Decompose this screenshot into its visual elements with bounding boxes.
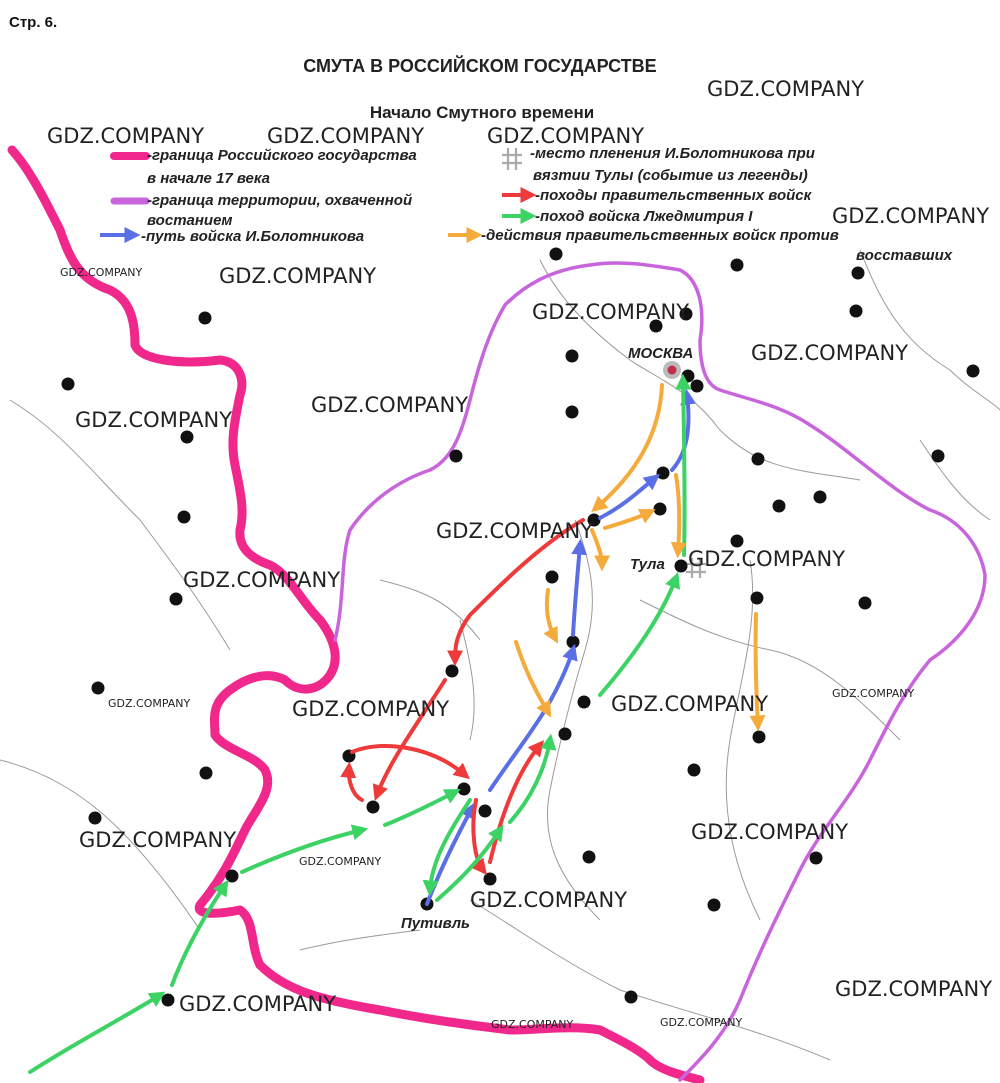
rivers — [0, 250, 1000, 1060]
bolotnikov-route — [427, 395, 688, 904]
watermark: GDZ.COMPANY — [470, 888, 628, 912]
false-dmitry-route — [30, 380, 685, 1072]
city-label-tula: Тула — [630, 556, 665, 573]
city-label-moscow: МОСКВА — [628, 345, 694, 362]
watermark: GDZ.COMPANY — [179, 992, 337, 1016]
watermark: GDZ.COMPANY — [707, 77, 865, 101]
watermark: GDZ.COMPANY — [611, 692, 769, 716]
watermark: GDZ.COMPANY — [832, 204, 990, 228]
watermark: GDZ.COMPANY — [487, 124, 645, 148]
watermark: GDZ.COMPANY — [299, 855, 382, 868]
legend-bolotnikov-label: -путь войска И.Болотникова — [141, 228, 365, 245]
watermark: GDZ.COMPANY — [219, 264, 377, 288]
watermark: GDZ.COMPANY — [688, 547, 846, 571]
legend-capture-label-2: вязтии Тулы (событие из легенды) — [533, 167, 808, 184]
legend-capture-swatch — [502, 148, 522, 170]
watermark: GDZ.COMPANY — [79, 828, 237, 852]
legend-gov-actions-label: -действия правительственных войск против — [481, 227, 839, 244]
watermark: GDZ.COMPANY — [108, 697, 191, 710]
watermark: GDZ.COMPANY — [660, 1016, 743, 1029]
moscow-marker — [663, 361, 681, 379]
map-subtitle: Начало Смутного времени — [369, 103, 595, 122]
russia-border — [12, 150, 700, 1080]
legend-uprising-border-label: -граница территории, охваченной — [147, 192, 413, 209]
legend-false-dmitry-label: -поход войска Лжедмитрия I — [535, 208, 753, 225]
legend — [100, 145, 953, 264]
watermark: GDZ.COMPANY — [691, 820, 849, 844]
legend-uprising-border-label-2: востанием — [147, 212, 233, 229]
legend-capture-label: -место пленения И.Болотникова при — [530, 145, 815, 162]
watermark: GDZ.COMPANY — [491, 1018, 574, 1031]
watermark: GDZ.COMPANY — [832, 687, 915, 700]
city-label-putivl: Путивль — [401, 915, 470, 932]
map-title: СМУТА В РОССИЙСКОМ ГОСУДАРСТВЕ — [303, 56, 657, 76]
legend-government-label: -походы правительственных войск — [535, 187, 812, 204]
watermark: GDZ.COMPANY — [75, 408, 233, 432]
legend-russia-border-label-2: в начале 17 века — [147, 170, 270, 187]
watermark: GDZ.COMPANY — [47, 124, 205, 148]
watermark: GDZ.COMPANY — [751, 341, 909, 365]
legend-gov-actions-label-2: восставших — [856, 247, 953, 264]
page-number: Стр. 6. — [9, 14, 58, 31]
watermark: GDZ.COMPANY — [532, 300, 690, 324]
watermark: GDZ.COMPANY — [835, 977, 993, 1001]
watermark: GDZ.COMPANY — [267, 124, 425, 148]
watermark: GDZ.COMPANY — [292, 697, 450, 721]
watermark: GDZ.COMPANY — [436, 519, 594, 543]
legend-russia-border-label: -граница Российского государства — [147, 147, 417, 164]
watermark: GDZ.COMPANY — [311, 393, 469, 417]
watermark: GDZ.COMPANY — [60, 266, 143, 279]
watermark: GDZ.COMPANY — [183, 568, 341, 592]
